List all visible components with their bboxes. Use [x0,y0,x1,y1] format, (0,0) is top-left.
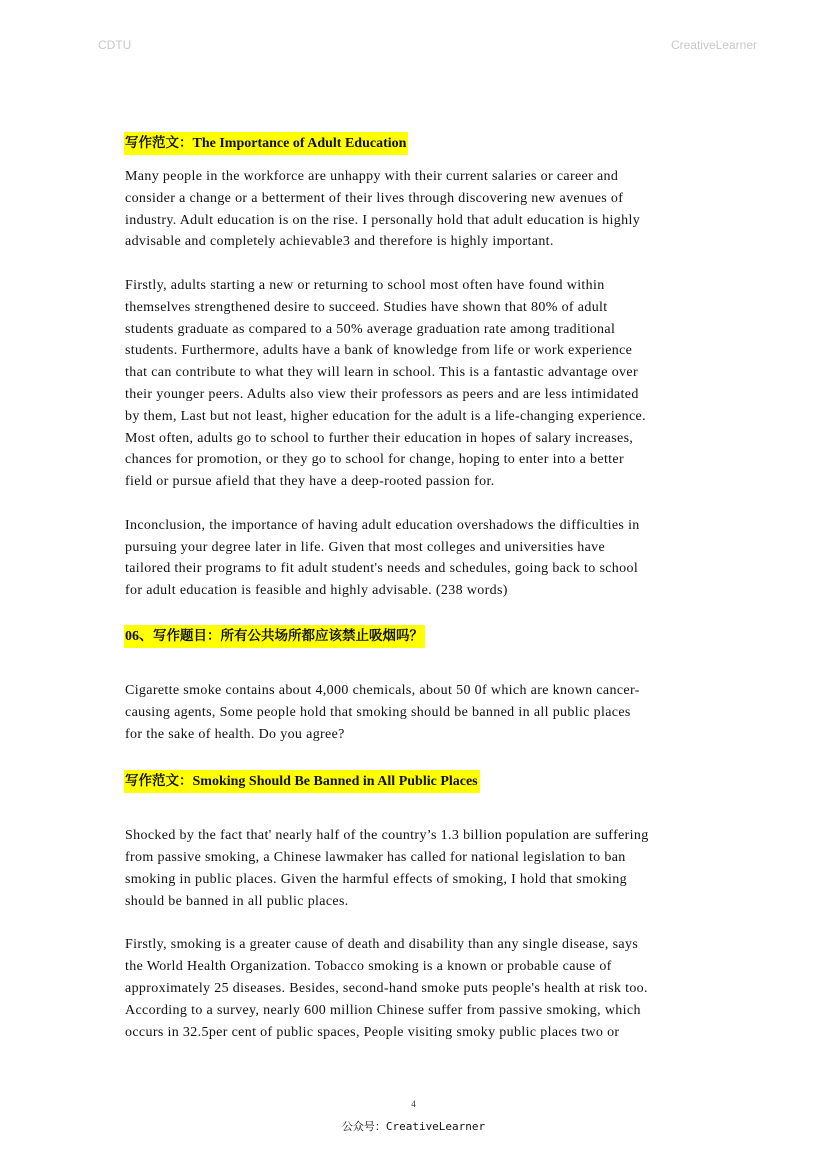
section3-heading [124,770,480,793]
section1-paragraph-1: Many people in the workforce are unhappy with their current salaries or career and consider a change or a betterment of their lives through discovering new avenues of industry. Adult education is on the rise. I personally hold that adult education is highly advisable and completely achievable3 and therefore is highly important. [125,169,641,250]
section3-paragraph-2: Firstly, smoking is a greater cause of death and disability than any single disease, says the World Health Organization. Tobacco smoking is a known or probable cause of approximately 25 diseases. Besides, second-hand smoke puts people's health at risk too. According to a survey, nearly 600 million Chinese suffer from passive smoking, which occurs in 32.5per cent of public spaces, People visiting smoky public places two or [125,937,648,1040]
section2-heading-number: 06、 [125,628,153,644]
section2-heading-title: 写作题目：所有公共场所都应该禁止吸烟吗？ [153,627,423,644]
header-left: CDTU [98,38,132,52]
section1-paragraph-3: Inconclusion, the importance of having adult education overshadows the difficulties in pursuing your degree later in life. Given that most colleges and universities have tailored their programs to fit adult student's needs and schedules, going back to school for adult education is feasible and highly advisable. (238 words) [125,517,640,599]
header-right: CreativeLearner [670,38,757,52]
section2-heading [124,625,425,648]
section1-heading-title: The Importance of Adult Education [192,136,407,151]
section1-heading [124,132,408,155]
document-body [125,132,705,1043]
section3-heading-title: Smoking Should Be Banned in All Public Places [192,774,478,790]
section3-paragraph-1: Shocked by the fact that' nearly half of the country’s 1.3 billion population are suffering from passive smoking, a Chinese lawmaker has called for national legislation to ban smoking in public places. Given the harmful effects of smoking, I hold that smoking should be banned in all public places. [125,828,649,909]
section1-paragraph-2: Firstly, adults starting a new or returning to school most often have found within themselves strengthened desire to succeed. Studies have shown that 80% of adult students graduate as compared to a 50% average graduation rate among traditional students. Furthermore, adults have a bank of knowledge from life or work experience that can contribute to what they will learn in school. This is a fantastic advantage over their younger peers. Adults also view their professors as peers and are less intimidated by them, Last but not least, higher education for the adult is a life-changing experience. Most often, adults go to school to further their education in hopes of salary increases, chances for promotion, or they go to school for change, hoping to enter into a better field or pursue afield that they have a deep-rooted passion for. [125,277,646,490]
section1-heading-prefix: 写作范文： [125,135,193,151]
section2-paragraph: Cigarette smoke contains about 4,000 chemicals, about 50 0f which are known cancer- causing agents, Some people hold that smoking should be banned in all public places for the sake of health. Do you agree? [125,682,640,742]
page-number: 4 [411,1099,416,1109]
footer-text: 公众号：CreativeLearner [341,1120,486,1133]
section3-heading-prefix: 写作范文： [125,773,193,790]
